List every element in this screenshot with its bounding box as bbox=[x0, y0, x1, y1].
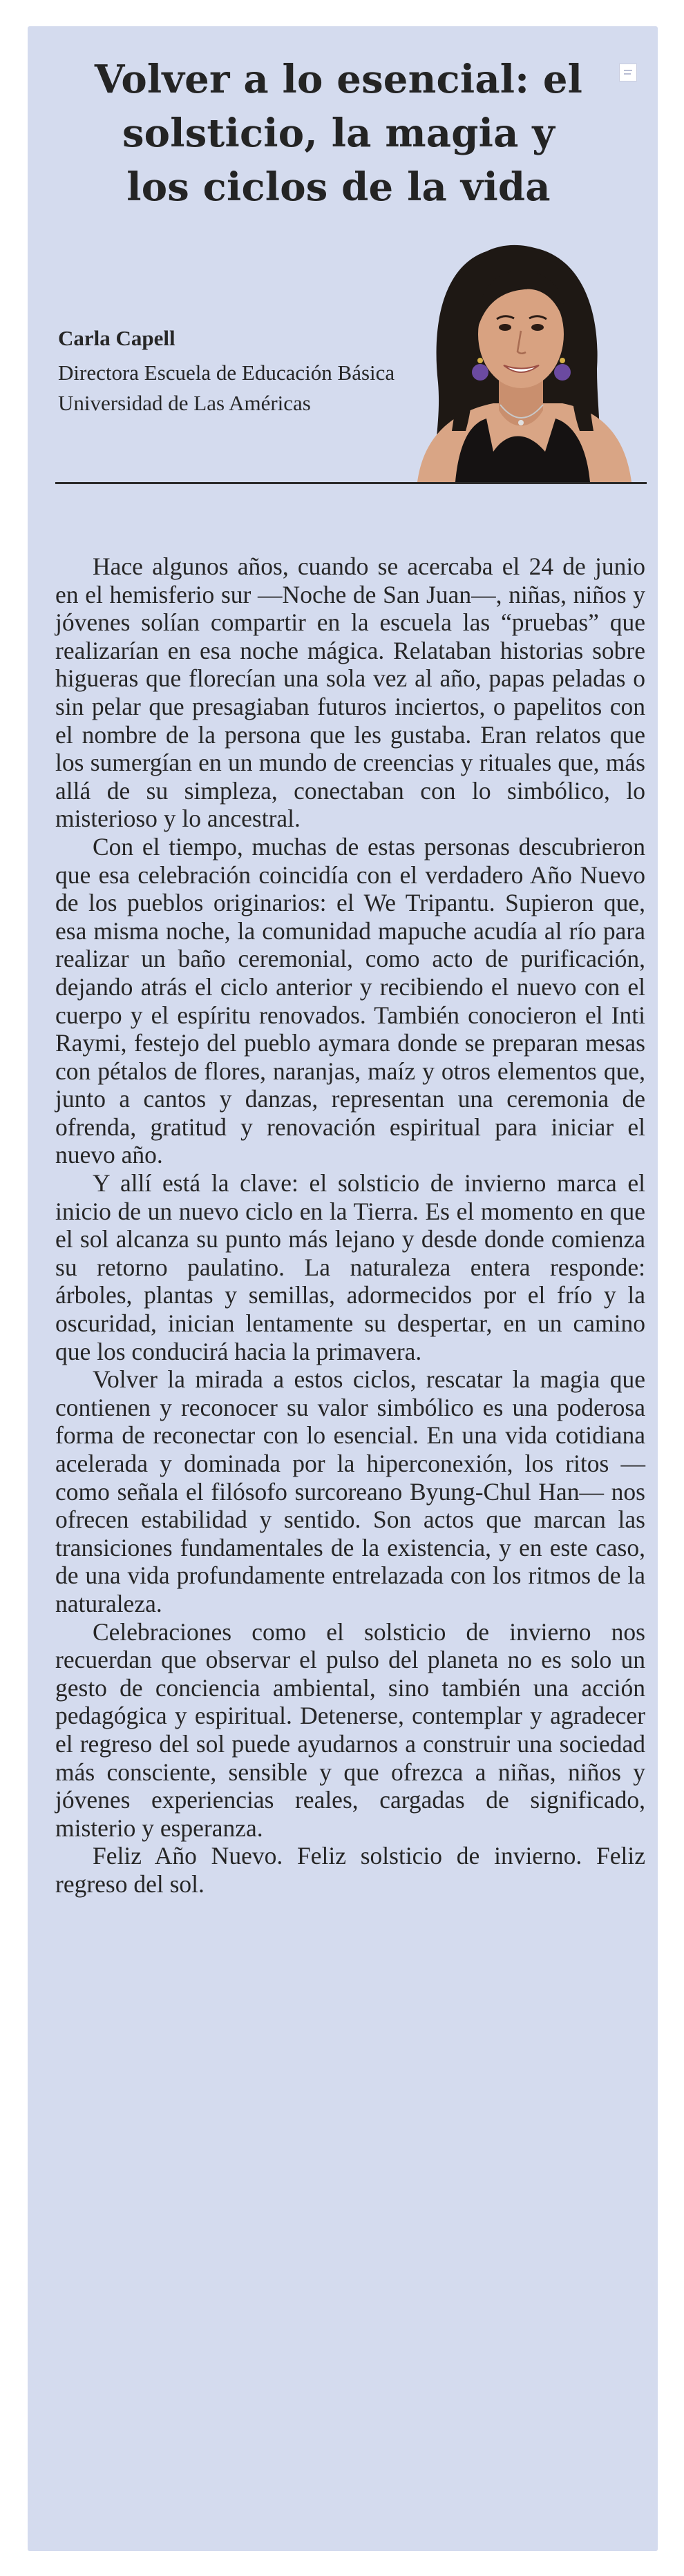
article-paragraph: Y allí está la clave: el solsticio de invierno marca el inicio de un nuevo ciclo en la Tierra. Es el momento en que el sol alcanza su punto más lejano y desde donde comienza su retorno paulatino. La naturaleza entera responde: árboles, plantas y semillas, adormecidos por el frío y la oscuridad, inician lentamente su despertar, en un camino que los conducirá hacia la primavera. bbox=[55, 1169, 645, 1365]
author-name: Carla Capell bbox=[58, 326, 175, 350]
author-portrait-illustration bbox=[390, 224, 647, 482]
byline-divider bbox=[55, 482, 647, 484]
note-icon-line bbox=[624, 70, 632, 71]
article-paragraph: Feliz Año Nuevo. Feliz solsticio de invierno. Feliz regreso del sol. bbox=[55, 1842, 645, 1898]
article-paragraph: Celebraciones como el solsticio de invierno nos recuerdan que observar el pulso del planeta no es solo un gesto de conciencia ambiental, sino también una acción pedagógica y espiritual. Detenerse, contemplar y agradecer el regreso del sol puede ayudarnos a construir una sociedad más consciente, sensible y que ofrezca a niñas, niños y jóvenes experiencias reales, cargadas de significado, misterio y esperanza. bbox=[55, 1617, 645, 1842]
author-portrait bbox=[390, 224, 647, 482]
byline bbox=[58, 325, 417, 419]
note-icon[interactable] bbox=[619, 64, 637, 81]
article-title: Volver a lo esencial: el solsticio, la magia y los ciclos de la vida bbox=[94, 57, 583, 210]
note-icon-line bbox=[624, 73, 631, 75]
author-role: Directora Escuela de Educación Básica Universidad de Las Américas bbox=[58, 361, 395, 415]
opinion-column bbox=[28, 26, 658, 2551]
article-paragraph: Hace algunos años, cuando se acercaba el 24 de junio en el hemisferio sur —Noche de San Juan—, niñas, niños y jóvenes solían compartir en la escuela las “pruebas” que realizarían en esa noche mágica. Relataban historias sobre higueras que florecían una sola vez al año, papas peladas o sin pelar que presagiaban futuros inciertos, o papelitos con el nombre de la persona que les gustaba. Eran relatos que los sumergían en un mundo de creencias y rituales que, más allá de su simpleza, conectaban con lo simbólico, lo misterioso y lo ancestral. bbox=[55, 552, 645, 833]
article-paragraph: Volver la mirada a estos ciclos, rescatar la magia que contienen y reconocer su valor simbólico es una poderosa forma de reconectar con lo esencial. En una vida cotidiana acelerada y dominada por la hiperconexión, los ritos —como señala el filósofo surcoreano Byung-Chul Han— nos ofrecen estabilidad y sentido. Son actos que marcan las transiciones fundamentales de la existencia, y en este caso, de una vida profundamente entrelazada con los ritmos de la naturaleza. bbox=[55, 1365, 645, 1617]
article-body bbox=[55, 552, 645, 1899]
article-paragraph: Con el tiempo, muchas de estas personas descubrieron que esa celebración coincidía con el verdadero Año Nuevo de los pueblos originarios: el We Tripantu. Supieron que, esa misma noche, la comunidad mapuche acudía al río para realizar un baño ceremonial, como acto de purificación, dejando atrás el ciclo anterior y recibiendo el nuevo con el cuerpo y el espíritu renovados. También conocieron el Inti Raymi, festejo del pueblo aymara donde se preparan mesas con pétalos de flores, naranjas, maíz y otros elementos que, junto a cantos y danzas, representan una ceremonia de ofrenda, gratitud y renovación espiritual para iniciar el nuevo año. bbox=[55, 832, 645, 1169]
